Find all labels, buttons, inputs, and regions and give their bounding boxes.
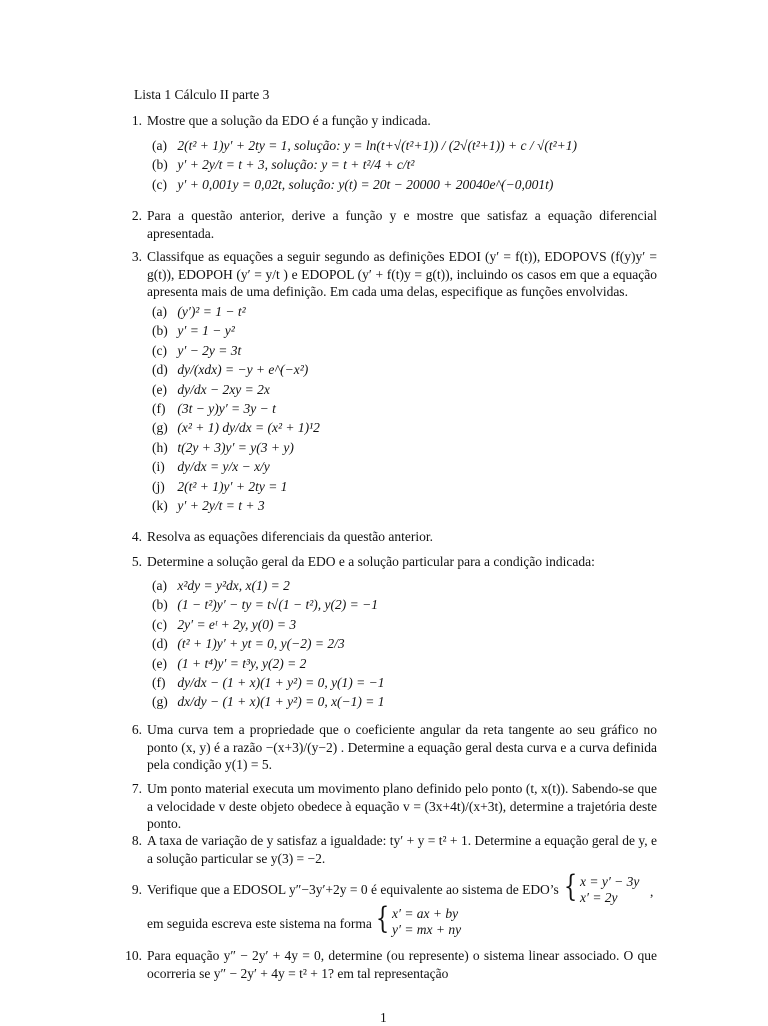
left-brace: { — [375, 901, 390, 936]
item-equation: (x² + 1) dy/dx = (x² + 1)¹2 — [177, 420, 320, 436]
list-item — [152, 615, 385, 634]
item-label: (j) — [152, 478, 165, 494]
item-equation: (1 + t⁴)y′ = t³y, y(2) = 2 — [177, 655, 307, 671]
question-number: 1. — [131, 113, 142, 128]
item-equation: y′ + 2y/t = t + 3 — [177, 497, 265, 513]
question-number: 7. — [131, 781, 142, 796]
system-equation: x = y′ − 3y — [580, 874, 640, 889]
question-number: 2. — [131, 208, 142, 223]
list-item — [152, 477, 320, 496]
list-item — [152, 175, 577, 194]
item-equation: y′ = 1 − y² — [177, 323, 235, 339]
question-6 — [112, 721, 657, 774]
system-equation: y′ = mx + ny — [392, 922, 462, 937]
item-equation: (3t − y)y′ = 3y − t — [177, 400, 276, 416]
question-text: Verifique que a EDOSOL y″−3y′+2y = 0 é equivalente ao sistema de EDO’s — [147, 882, 559, 897]
question-7 — [112, 780, 657, 833]
question-number: 8. — [131, 833, 142, 848]
item-label: (f) — [152, 674, 166, 690]
system-equation: x′ = ax + by — [392, 906, 459, 921]
question-3-items — [152, 302, 320, 515]
list-item — [152, 692, 385, 711]
item-label: (k) — [152, 497, 168, 513]
list-item — [152, 438, 320, 457]
item-equation: 2y′ = eᵗ + 2y, y(0) = 3 — [177, 616, 297, 632]
question-text: Para a questão anterior, derive a função y e mostre que satisfaz a equação diferencial apresentada. — [147, 208, 657, 241]
item-equation: t(2y + 3)y′ = y(3 + y) — [177, 439, 294, 455]
question-text: Determine a solução geral da EDO e a solução particular para a condição indicada: — [147, 554, 595, 569]
equation-system — [580, 874, 639, 906]
page-title: Lista 1 Cálculo II parte 3 — [134, 87, 270, 102]
list-item — [152, 576, 385, 595]
item-label: (c) — [152, 176, 167, 192]
question-text: A taxa de variação de y satisfaz a igualdade: ty′ + y = t² + 1. Determine a equação geral de y, e a solução particular se y(3) = −2. — [147, 833, 657, 866]
item-label: (a) — [152, 578, 167, 593]
question-text: em seguida escreva este sistema na forma — [147, 916, 372, 931]
list-item — [152, 654, 385, 673]
item-equation: dy/dx − (1 + x)(1 + y²) = 0, y(1) = −1 — [177, 674, 385, 690]
question-number: 10. — [125, 948, 142, 963]
question-text: Um ponto material executa um movimento plano definido pelo ponto (t, x(t)). Sabendo-se que a velocidade v deste objeto obedece à equação v = (3x+4t)/(x+3t), determine a trajetória deste ponto. — [147, 781, 657, 831]
item-equation: 2(t² + 1)y′ + 2ty = 1 — [177, 478, 288, 494]
item-equation: dy/(xdx) = −y + e^(−x²) — [177, 362, 309, 378]
item-label: (c) — [152, 342, 167, 358]
item-equation: dy/dx = y/x − x/y — [177, 459, 270, 475]
list-item — [152, 380, 320, 399]
question-number: 9. — [131, 882, 142, 897]
comma: , — [650, 884, 654, 899]
item-label: (b) — [152, 157, 168, 173]
list-item — [152, 321, 320, 340]
item-equation: dy/dx − 2xy = 2x — [177, 381, 270, 397]
list-item — [152, 136, 577, 155]
question-text: Para equação y″ − 2y′ + 4y = 0, determine (ou represente) o sistema linear associado. O que ocorreria se y″ − 2y′ + 4y = t² + 1? em tal representação — [147, 948, 657, 981]
left-brace: { — [563, 869, 578, 904]
list-item — [152, 496, 320, 515]
item-label: (a) — [152, 304, 167, 319]
question-8 — [112, 832, 657, 867]
item-equation: dx/dy − (1 + x)(1 + y²) = 0, x(−1) = 1 — [177, 694, 385, 710]
question-5-items — [152, 576, 385, 712]
item-label: (f) — [152, 400, 166, 416]
question-text: Resolva as equações diferenciais da questão anterior. — [147, 529, 434, 544]
question-number: 5. — [131, 554, 142, 569]
item-label: (h) — [152, 439, 168, 455]
item-label: (i) — [152, 459, 165, 475]
item-label: (g) — [152, 694, 168, 710]
question-number: 6. — [131, 722, 142, 737]
question-number: 4. — [131, 529, 142, 544]
question-2 — [112, 207, 657, 242]
question-number: 3. — [131, 249, 142, 264]
question-4 — [112, 528, 657, 546]
item-equation: x²dy = y²dx, x(1) = 2 — [177, 578, 290, 593]
list-item — [152, 418, 320, 437]
item-label: (d) — [152, 636, 168, 652]
question-text: Classifque as equações a seguir segundo as definições EDOI (y′ = f(t)), EDOPOVS (f(y)y′ = g(t)), EDOPOH (y′ = y/t ) e EDOPOL (y′ + f(t)y = g(t)), incluindo os casos em que a equação apresenta mais de uma definição. Em cada uma delas, especifique as funções envolvidas. — [147, 249, 657, 299]
list-item — [152, 360, 320, 379]
list-item — [152, 634, 385, 653]
list-item — [152, 457, 320, 476]
item-equation: y′ + 0,001y = 0,02t, solução: y(t) = 20t − 20000 + 20040e^(−0,001t) — [177, 176, 554, 192]
question-1-items — [152, 136, 577, 194]
item-equation: (y′)² = 1 − t² — [177, 304, 246, 319]
list-item — [152, 341, 320, 360]
item-equation: (1 − t²)y′ − ty = t√(1 − t²), y(2) = −1 — [177, 597, 378, 613]
list-item — [152, 595, 385, 614]
question-text: Mostre que a solução da EDO é a função y indicada. — [147, 113, 431, 128]
item-label: (e) — [152, 381, 167, 397]
item-label: (a) — [152, 138, 167, 153]
list-item — [152, 399, 320, 418]
item-equation: (t² + 1)y′ + yt = 0, y(−2) = 2/3 — [177, 636, 345, 652]
page-number: 1 — [380, 1010, 387, 1025]
item-label: (c) — [152, 616, 167, 632]
item-label: (g) — [152, 420, 168, 436]
system-equation: x′ = 2y — [580, 890, 618, 905]
item-equation: y′ − 2y = 3t — [177, 342, 242, 358]
equation-system — [392, 906, 461, 938]
item-equation: 2(t² + 1)y′ + 2ty = 1, solução: y = ln(t+√(t²+1)) / (2√(t²+1)) + c / √(t²+1) — [177, 138, 578, 153]
question-3 — [112, 248, 657, 301]
list-item — [152, 155, 577, 174]
list-item — [152, 302, 320, 321]
question-1 — [112, 112, 657, 130]
item-label: (b) — [152, 597, 168, 613]
question-5 — [112, 553, 657, 571]
question-10 — [112, 947, 657, 982]
item-label: (d) — [152, 362, 168, 378]
item-equation: y′ + 2y/t = t + 3, solução: y = t + t²/4 + c/t² — [177, 157, 415, 173]
item-label: (e) — [152, 655, 167, 671]
list-item — [152, 673, 385, 692]
item-label: (b) — [152, 323, 168, 339]
question-text: Uma curva tem a propriedade que o coeficiente angular da reta tangente ao seu gráfico no ponto (x, y) é a razão −(x+3)/(y−2) . Determine a equação geral desta curva e a curva definida pela condição y(1) = 5. — [147, 722, 657, 772]
